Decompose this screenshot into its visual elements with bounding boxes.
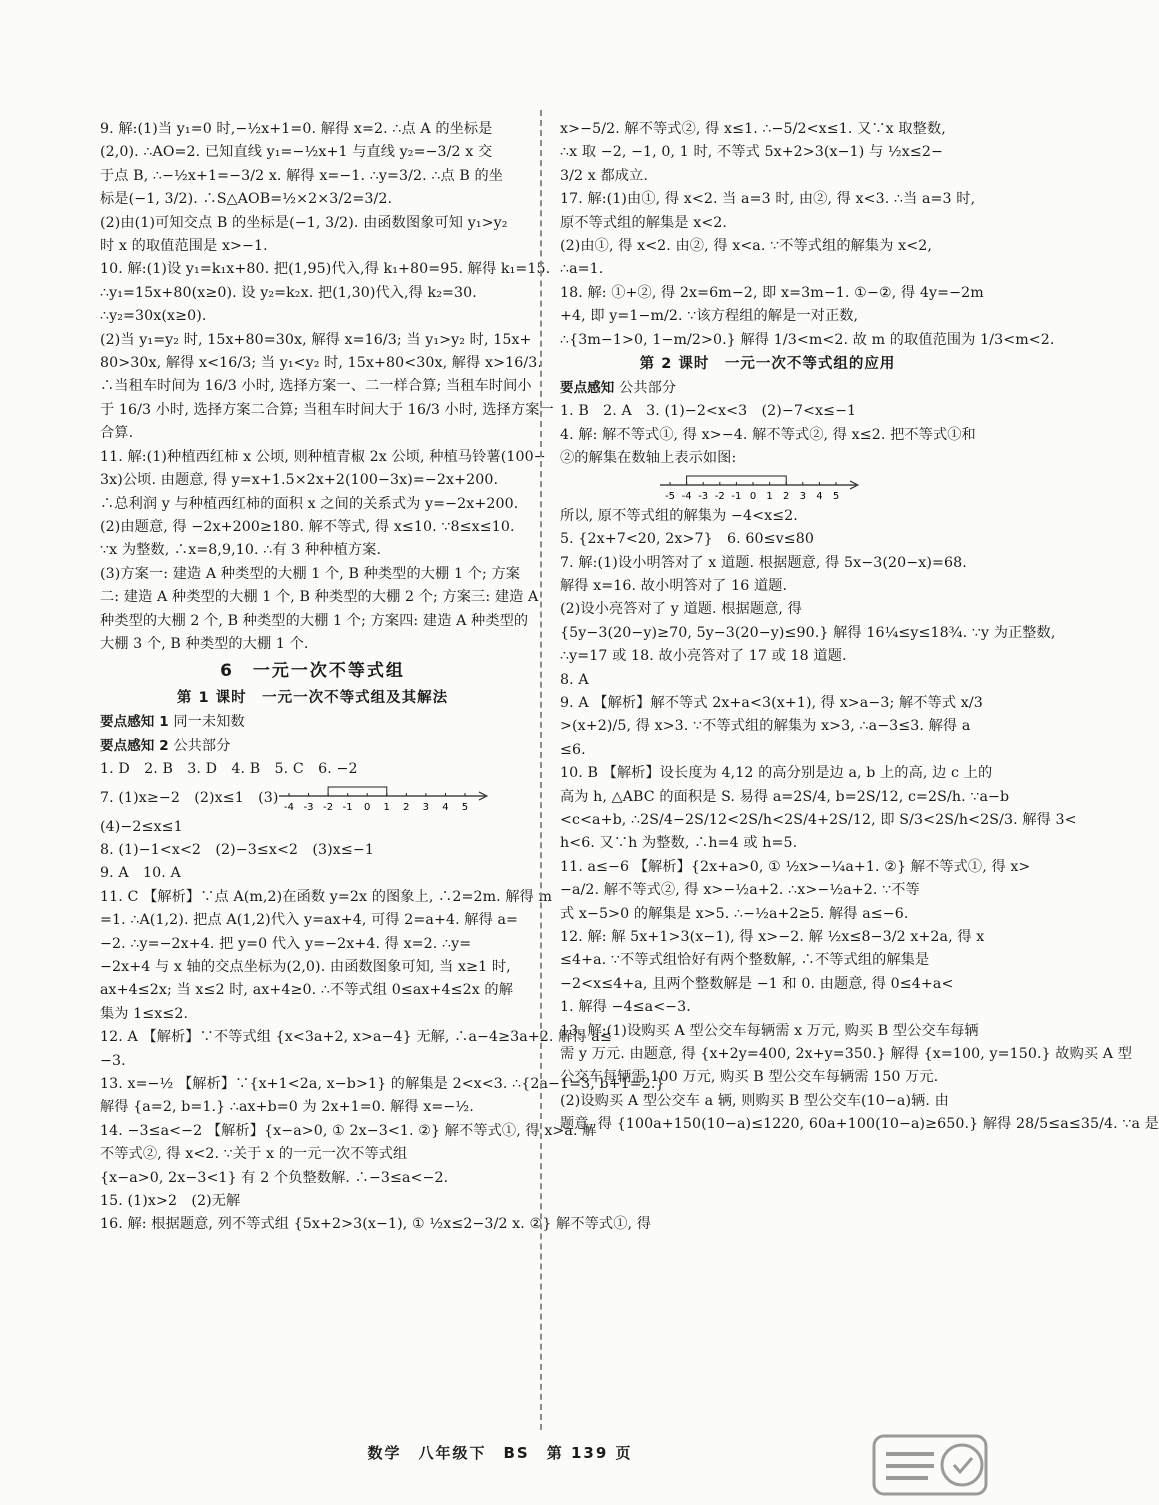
right-answer-line: 1. B 2. A 3. (1)−2<x<3 (2)−7<x≤−1 [560, 403, 857, 420]
number-line-tick-label: -2 [322, 801, 333, 813]
key-point-2-text: 公共部分 [173, 737, 231, 754]
left-answer-line: 11. 解:(1)种植西红柿 x 公顷, 则种植青椒 2x 公顷, 种植马铃薯(100− [100, 448, 546, 465]
number-line-tick-label: -1 [731, 490, 742, 502]
left-answer-line: {x−a>0, 2x−3<1} 有 2 个负整数解. ∴−3≤a<−2. [100, 1169, 449, 1186]
lesson2-title: 第 2 课时 一元一次不等式组的应用 [639, 356, 896, 373]
left-answer-line: 种类型的大棚 2 个, B 种类型的大棚 1 个; 方案四: 建造 A 种类型的 [100, 612, 529, 629]
left-answer-line: 12. A 【解析】∵不等式组 {x<3a+2, x>a−4} 无解, ∴a−4≥3a+2. 解得 a≤ [100, 1029, 612, 1046]
right-answer-line: ∴a=1. [560, 261, 604, 278]
left-answer-line: 大棚 3 个, B 种类型的大棚 1 个. [100, 635, 309, 652]
left-answer-line: ∴y₂=30x(x≥0). [100, 308, 207, 325]
right-answer-line: ≤6. [560, 741, 586, 758]
key-point-1-label: 要点感知 1 [100, 714, 169, 731]
left-answer-line: 14. −3≤a<−2 【解析】{x−a>0, ① 2x−3<1. ②} 解不等式①, 得 x>a. 解 [100, 1122, 597, 1139]
right-answer-line: 17. 解:(1)由①, 得 x<2. 当 a=3 时, 由②, 得 x<3. ∴当 a=3 时, [560, 191, 976, 208]
page-footer: 数学 八年级下 BS 第 139 页 [367, 1444, 633, 1462]
number-line-q7 [279, 784, 489, 814]
right-answer-line: 解得 x=16. 故小明答对了 16 道题. [560, 577, 788, 594]
key-point-common [560, 377, 975, 400]
left-answer-line: 二: 建造 A 种类型的大棚 1 个, B 种类型的大棚 2 个; 方案三: 建造 A [100, 589, 539, 606]
key-point-1-text: 同一未知数 [173, 714, 245, 731]
left-answer-line: 于 16/3 小时, 选择方案二合算; 当租车时间大于 16/3 小时, 选择方案一 [100, 401, 554, 418]
number-line-tick-label: -1 [342, 801, 353, 813]
number-line-tick-label: 1 [766, 490, 773, 502]
left-answer-line: −3. [100, 1052, 126, 1069]
left-answer-line: 11. C 【解析】∵点 A(m,2)在函数 y=2x 的图象上, ∴2=2m. 解得 m [100, 888, 553, 905]
number-line-tick-label: 3 [799, 490, 806, 502]
left-answer-line: 解得 {a=2, b=1.} ∴ax+b=0 为 2x+1=0. 解得 x=−½. [100, 1099, 474, 1116]
right-answer-line: 7. 解:(1)设小明答对了 x 道题. 根据题意, 得 5x−3(20−x)=68. [560, 554, 967, 571]
number-line-tick-label: 3 [422, 801, 429, 813]
number-line-tick-label: 5 [461, 801, 468, 813]
number-line-tick-label: 0 [363, 801, 370, 813]
left-answer-line: (2)当 y₁=y₂ 时, 15x+80=30x, 解得 x=16/3; 当 y₁>y₂ 时, 15x+ [100, 331, 532, 348]
right-answer-line: 式 x−5>0 的解集是 x>5. ∴−½a+2≥5. 解得 a≤−6. [560, 905, 909, 922]
left-answer-line: 13. x=−½ 【解析】∵{x+1<2a, x−b>1} 的解集是 2<x<3. ∴{2a−1=3, b+1=2.} [100, 1076, 665, 1093]
right-answer-line: (2)设购买 A 型公交车 a 辆, 则购买 B 型公交车(10−a)辆. 由 [560, 1092, 949, 1109]
right-answer-line: 12. 解: 解 5x+1>3(x−1), 得 x>−2. 解 ½x≤8−3/2 x+2a, 得 x [560, 929, 985, 945]
right-answer-line: 13. 解:(1)设购买 A 型公交车每辆需 x 万元, 购买 B 型公交车每辆 [560, 1022, 979, 1039]
right-answer-line: 3/2 x 都成立. [560, 167, 648, 184]
left-answer-line: 合算. [100, 425, 134, 442]
left-answer-line: (2)由(1)可知交点 B 的坐标是(−1, 3/2). 由函数图象可知 y₁>y₂ [100, 214, 508, 231]
left-answer-line: (2)由题意, 得 −2x+200≥180. 解不等式, 得 x≤10. ∵8≤x≤10. [100, 518, 515, 535]
number-line-tick-label: 2 [783, 490, 790, 502]
right-answer-line: 9. A 【解析】解不等式 2x+a<3(x+1), 得 x>a−3; 解不等式 x/3 [560, 694, 983, 711]
left-answer-line: 1. D 2. B 3. D 4. B 5. C 6. −2 [100, 761, 358, 778]
left-answer-line: (2,0). ∴AO=2. 已知直线 y₁=−½x+1 与直线 y₂=−3/2 x 交 [100, 144, 493, 161]
left-answer-line: 16. 解: 根据题意, 列不等式组 {5x+2>3(x−1), ① ½x≤2−3/2 x. ②} 解不等式①, 得 [100, 1216, 652, 1233]
left-answer-line: ∵x 为整数, ∴x=8,9,10. ∴有 3 种种植方案. [100, 542, 382, 559]
left-answer-line: 15. (1)x>2 (2)无解 [100, 1193, 241, 1210]
number-line-tick-label: 1 [383, 801, 390, 813]
right-answers-part2 [560, 400, 1159, 1136]
right-answer-line: ②的解集在数轴上表示如图: [560, 450, 737, 467]
number-line-solution-bracket [328, 787, 387, 796]
key-point-2 [100, 735, 525, 758]
left-answer-line: 3x)公顷. 由题意, 得 y=x+1.5×2x+2(100−3x)=−2x+200. [100, 472, 499, 489]
key-point-1 [100, 711, 525, 734]
answer-watermark-icon [870, 1430, 990, 1500]
left-answer-line: 80>30x, 解得 x<16/3; 当 y₁<y₂ 时, 15x+80<30x, 解得 x>16/3. [100, 355, 542, 372]
left-answers-part1 [100, 118, 554, 656]
right-answer-line: ∴{3m−1>0, 1−m/2>0.} 解得 1/3<m<2. 故 m 的取值范围为 1/3<m<2. [560, 331, 1055, 348]
left-answer-line: 8. (1)−1<x<2 (2)−3≤x<2 (3)x≤−1 [100, 841, 374, 858]
left-answer-line: −2x+4 与 x 轴的交点坐标为(2,0). 由函数图象可知, 当 x≥1 时, [100, 959, 511, 975]
right-answer-line: x>−5/2. 解不等式②, 得 x≤1. ∴−5/2<x≤1. 又∵x 取整数, [560, 121, 946, 137]
right-answer-line: <c<a+b, ∴2S/4−2S/12<2S/h<2S/4+2S/12, 即 S/3<2S/h<2S/3. 解得 3< [560, 811, 1077, 828]
left-answer-line: 7. (1)x≥−2 (2)x≤1 (3) -4 -3 -2 -1 0 1 2 3 4 5 [100, 782, 525, 816]
right-answers-part1 [560, 118, 1055, 352]
left-answer-line: ax+4≤2x; 当 x≤2 时, ax+4≥0. ∴不等式组 0≤ax+4≤2x 的解 [100, 982, 513, 999]
left-answer-line: 10. 解:(1)设 y₁=k₁x+80. 把(1,95)代入,得 k₁+80=95. 解得 k₁=15. [100, 261, 551, 278]
left-answer-line: (3)方案一: 建造 A 种类型的大棚 1 个, B 种类型的大棚 1 个; 方案 [100, 565, 521, 582]
left-answer-line: ∴当租车时间为 16/3 小时, 选择方案一、二一样合算; 当租车时间小 [100, 378, 532, 395]
right-answer-line: 10. B 【解析】设长度为 4,12 的高分别是边 a, b 上的高, 边 c 上的 [560, 765, 993, 782]
right-answer-line: ∴y=17 或 18. 故小亮答对了 17 或 18 道题. [560, 648, 847, 665]
right-answer-line: −2<x≤4+a, 且两个整数解是 −1 和 0. 由题意, 得 0≤4+a< [560, 975, 954, 992]
right-answer-line: (2)由①, 得 x<2. 由②, 得 x<a. ∵不等式组的解集为 x<2, [560, 238, 932, 255]
left-answer-line: −2. ∴y=−2x+4. 把 y=0 代入 y=−2x+4. 得 x=2. ∴y= [100, 935, 472, 952]
left-answer-line: ∴y₁=15x+80(x≥0). 设 y₂=k₂x. 把(1,30)代入,得 k₂=30. [100, 284, 477, 301]
number-line-tick-label: 4 [816, 490, 823, 502]
right-answer-line: h<6. 又∵h 为整数, ∴h=4 或 h=5. [560, 835, 798, 852]
left-answer-line: 不等式②, 得 x<2. ∵关于 x 的一元一次不等式组 [100, 1146, 408, 1163]
key-point-2-label: 要点感知 2 [100, 737, 169, 754]
left-answer-line: 标是(−1, 3/2). ∴S△AOB=½×2×3/2=3/2. [100, 191, 393, 208]
section-title: 6 一元一次不等式组 [220, 661, 405, 682]
right-answer-line: ≤4+a. ∵不等式组恰好有两个整数解, ∴不等式组的解集是 [560, 952, 930, 969]
right-answer-line: 1. 解得 −4≤a<−3. [560, 999, 691, 1016]
number-line-tick-label: -4 [681, 490, 692, 502]
left-answer-line: =1. ∴A(1,2). 把点 A(1,2)代入 y=ax+4, 可得 2=a+4. 解得 a= [100, 912, 519, 929]
right-answer-line: 所以, 原不等式组的解集为 −4<x≤2. [560, 507, 798, 524]
right-answer-line: +4, 即 y=1−m/2. ∵该方程组的解是一对正数, [560, 308, 859, 325]
right-answer-line: 4. 解: 解不等式①, 得 x>−4. 解不等式②, 得 x≤2. 把不等式①和 [560, 426, 976, 443]
right-answer-line: >(x+2)/5, 得 x>3. ∵不等式组的解集为 x>3, ∴a−3≤3. 解得 a [560, 718, 971, 735]
left-answer-line: 9. A 10. A [100, 865, 181, 882]
number-line-tick-label: -5 [665, 490, 675, 502]
right-answer-line: 原不等式组的解集是 x<2. [560, 214, 728, 231]
right-answer-line: 高为 h, △ABC 的面积是 S. 易得 a=2S/4, b=2S/12, c=2S/h. ∵a−b [560, 788, 1010, 805]
right-answer-line: 11. a≤−6 【解析】{2x+a>0, ① ½x>−¼a+1. ②} 解不等式①, 得 x> [560, 858, 1031, 875]
right-answer-line: 需 y 万元. 由题意, 得 {x+2y=400, 2x+y=350.} 解得 {x=100, y=150.} 故购买 A 型 [560, 1046, 1133, 1063]
right-answer-line: 公交车每辆需 100 万元, 购买 B 型公交车每辆需 150 万元. [560, 1069, 939, 1086]
key-point-common-label: 要点感知 [560, 380, 615, 397]
right-answer-line: 题意, 得 {100a+150(10−a)≤1220, 60a+100(10−a)≥650.} 解得 28/5≤a≤35/4. ∵a 是 [560, 1116, 1159, 1133]
number-line-tick-label: 0 [749, 490, 757, 502]
number-line-tick-label: -2 [714, 490, 725, 502]
left-answer-line: 于点 B, ∴−½x+1=−3/2 x. 解得 x=−1. ∴y=3/2. ∴点 B 的坐 [100, 167, 504, 184]
right-answer-line: 8. A [560, 671, 589, 688]
right-answer-line: 5. {2x+7<20, 2x>7} 6. 60≤v≤80 [560, 531, 814, 548]
key-point-common-text: 公共部分 [619, 380, 677, 397]
left-answer-line: (4)−2≤x≤1 [100, 818, 183, 835]
number-line-tick-label: -3 [698, 490, 709, 502]
number-line-q4-wrap [660, 473, 975, 503]
left-answer-line: ∴总利润 y 与种植西红柿的面积 x 之间的关系式为 y=−2x+200. [100, 495, 519, 512]
column-divider [540, 110, 542, 1430]
left-answer-line: 集为 1≤x≤2. [100, 1005, 189, 1022]
number-line-tick-label: 4 [441, 801, 449, 813]
number-line-tick-label: 5 [832, 490, 840, 502]
lesson1-title: 第 1 课时 一元一次不等式组及其解法 [176, 690, 449, 707]
left-answer-line: 时 x 的取值范围是 x>−1. [100, 238, 268, 255]
right-answer-line: (2)设小亮答对了 y 道题. 根据题意, 得 [560, 601, 802, 618]
left-answer-line: 9. 解:(1)当 y₁=0 时,−½x+1=0. 解得 x=2. ∴点 A 的坐标是 [100, 121, 493, 137]
number-line-tick-label: -3 [303, 801, 314, 813]
right-answer-line: −a/2. 解不等式②, 得 x>−½a+2. ∴x>−½a+2. ∵不等 [560, 882, 920, 899]
right-answer-line: {5y−3(20−y)≥70, 5y−3(20−y)≤90.} 解得 16¼≤y≤18¾. ∵y 为正整数, [560, 624, 1056, 641]
number-line-tick-label: -4 [283, 801, 294, 813]
number-line-tick-label: 2 [402, 801, 410, 813]
number-line-q4 [660, 473, 860, 503]
right-answer-line: ∴x 取 −2, −1, 0, 1 时, 不等式 5x+2>3(x−1) 与 ½x≤2− [560, 144, 943, 161]
right-column [560, 118, 1159, 1137]
right-answer-line: 18. 解: ①+②, 得 2x=6m−2, 即 x=3m−1. ①−②, 得 4y=−2m [560, 284, 984, 301]
